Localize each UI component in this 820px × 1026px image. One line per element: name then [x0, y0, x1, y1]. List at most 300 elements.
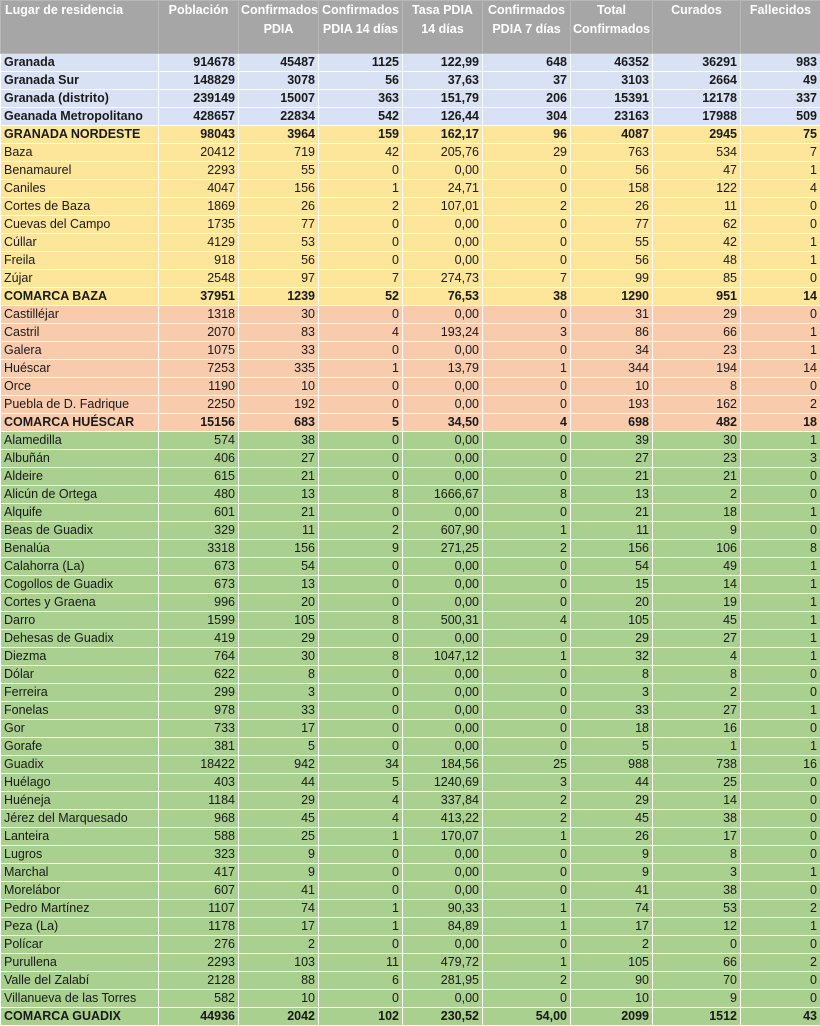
cell-lugar: Puebla de D. Fadrique	[1, 396, 159, 414]
cell-confirmados-7: 0	[483, 720, 571, 738]
cell-confirmados-pdia: 27	[239, 450, 319, 468]
cell-lugar: Granada (distrito)	[1, 90, 159, 108]
cell-confirmados-pdia: 156	[239, 180, 319, 198]
cell-tasa-14: 170,07	[403, 828, 483, 846]
cell-confirmados-7: 38	[483, 288, 571, 306]
cell-poblacion: 588	[159, 828, 239, 846]
cell-confirmados-pdia: 56	[239, 252, 319, 270]
cell-fallecidos: 1	[741, 630, 820, 648]
cell-curados: 53	[653, 900, 741, 918]
cell-poblacion: 276	[159, 936, 239, 954]
cell-total-confirmados: 17	[571, 918, 653, 936]
cell-tasa-14: 274,73	[403, 270, 483, 288]
cell-confirmados-14: 1	[319, 360, 403, 378]
cell-confirmados-pdia: 26	[239, 198, 319, 216]
cell-poblacion: 4129	[159, 234, 239, 252]
cell-tasa-14: 151,79	[403, 90, 483, 108]
cell-confirmados-pdia: 942	[239, 756, 319, 774]
cell-tasa-14: 0,00	[403, 864, 483, 882]
table-row-summary	[1, 90, 820, 108]
header-confirmados-pdia: Confirmados PDIA	[239, 1, 319, 54]
cell-confirmados-7: 0	[483, 396, 571, 414]
cell-total-confirmados: 26	[571, 198, 653, 216]
cell-poblacion: 1599	[159, 612, 239, 630]
cell-fallecidos: 1	[741, 558, 820, 576]
cell-confirmados-pdia: 29	[239, 630, 319, 648]
cell-tasa-14: 0,00	[403, 378, 483, 396]
cell-fallecidos: 1	[741, 432, 820, 450]
cell-tasa-14: 1240,69	[403, 774, 483, 792]
cell-curados: 23	[653, 342, 741, 360]
cell-lugar: Geanada Metropolitano	[1, 108, 159, 126]
cell-fallecidos: 14	[741, 288, 820, 306]
cell-curados: 8	[653, 846, 741, 864]
cell-lugar: Cúllar	[1, 234, 159, 252]
table-row	[1, 306, 820, 324]
cell-total-confirmados: 15391	[571, 90, 653, 108]
cell-confirmados-14: 34	[319, 756, 403, 774]
cell-confirmados-pdia: 10	[239, 990, 319, 1008]
cell-curados: 106	[653, 540, 741, 558]
table-row-summary	[1, 126, 820, 144]
cell-confirmados-pdia: 53	[239, 234, 319, 252]
cell-confirmados-7: 2	[483, 972, 571, 990]
cell-poblacion: 299	[159, 684, 239, 702]
cell-confirmados-14: 0	[319, 864, 403, 882]
table-row-summary	[1, 288, 820, 306]
cell-total-confirmados: 11	[571, 522, 653, 540]
cell-confirmados-pdia: 44	[239, 774, 319, 792]
cell-poblacion: 1869	[159, 198, 239, 216]
cell-lugar: Huélago	[1, 774, 159, 792]
cell-poblacion: 622	[159, 666, 239, 684]
cell-curados: 8	[653, 378, 741, 396]
cell-lugar: Cogollos de Guadix	[1, 576, 159, 594]
cell-confirmados-14: 52	[319, 288, 403, 306]
cell-fallecidos: 0	[741, 720, 820, 738]
cell-poblacion: 37951	[159, 288, 239, 306]
cell-tasa-14: 0,00	[403, 630, 483, 648]
table-row	[1, 648, 820, 666]
cell-fallecidos: 0	[741, 828, 820, 846]
table-row	[1, 396, 820, 414]
cell-confirmados-7: 2	[483, 792, 571, 810]
cell-total-confirmados: 32	[571, 648, 653, 666]
cell-lugar: Aldeire	[1, 468, 159, 486]
cell-confirmados-pdia: 97	[239, 270, 319, 288]
cell-fallecidos: 75	[741, 126, 820, 144]
cell-total-confirmados: 86	[571, 324, 653, 342]
cell-confirmados-14: 0	[319, 630, 403, 648]
cell-curados: 9	[653, 522, 741, 540]
cell-confirmados-pdia: 103	[239, 954, 319, 972]
cell-confirmados-14: 0	[319, 846, 403, 864]
cell-confirmados-7: 0	[483, 666, 571, 684]
cell-total-confirmados: 763	[571, 144, 653, 162]
table-row	[1, 198, 820, 216]
cell-total-confirmados: 55	[571, 234, 653, 252]
cell-confirmados-pdia: 11	[239, 522, 319, 540]
cell-poblacion: 1318	[159, 306, 239, 324]
cell-poblacion: 1190	[159, 378, 239, 396]
cell-fallecidos: 7	[741, 144, 820, 162]
cell-total-confirmados: 698	[571, 414, 653, 432]
header-confirmados-7: Confirmados PDIA 7 días	[483, 1, 571, 54]
table-row	[1, 432, 820, 450]
cell-confirmados-14: 542	[319, 108, 403, 126]
table-row	[1, 576, 820, 594]
table-row	[1, 522, 820, 540]
header-tasa-14: Tasa PDIA 14 días	[403, 1, 483, 54]
cell-confirmados-14: 2	[319, 198, 403, 216]
cell-tasa-14: 0,00	[403, 432, 483, 450]
cell-curados: 8	[653, 666, 741, 684]
cell-curados: 2664	[653, 72, 741, 90]
cell-fallecidos: 0	[741, 684, 820, 702]
cell-tasa-14: 0,00	[403, 162, 483, 180]
cell-tasa-14: 0,00	[403, 504, 483, 522]
cell-lugar: Darro	[1, 612, 159, 630]
cell-curados: 29	[653, 306, 741, 324]
cell-confirmados-14: 1125	[319, 54, 403, 72]
cell-confirmados-pdia: 13	[239, 486, 319, 504]
cell-confirmados-pdia: 83	[239, 324, 319, 342]
table-row	[1, 810, 820, 828]
cell-total-confirmados: 105	[571, 954, 653, 972]
table-row	[1, 702, 820, 720]
cell-confirmados-pdia: 8	[239, 666, 319, 684]
cell-fallecidos: 1	[741, 738, 820, 756]
cell-confirmados-7: 0	[483, 846, 571, 864]
cell-confirmados-7: 0	[483, 306, 571, 324]
table-row	[1, 774, 820, 792]
cell-confirmados-7: 0	[483, 432, 571, 450]
table-row-summary	[1, 1008, 820, 1026]
cell-tasa-14: 0,00	[403, 252, 483, 270]
cell-total-confirmados: 77	[571, 216, 653, 234]
cell-tasa-14: 0,00	[403, 702, 483, 720]
cell-total-confirmados: 4087	[571, 126, 653, 144]
table-row	[1, 324, 820, 342]
cell-confirmados-14: 5	[319, 414, 403, 432]
cell-fallecidos: 0	[741, 486, 820, 504]
cell-lugar: Lanteira	[1, 828, 159, 846]
cell-poblacion: 7253	[159, 360, 239, 378]
cell-confirmados-7: 2	[483, 540, 571, 558]
cell-confirmados-7: 25	[483, 756, 571, 774]
cell-confirmados-7: 0	[483, 558, 571, 576]
cell-poblacion: 148829	[159, 72, 239, 90]
cell-total-confirmados: 21	[571, 504, 653, 522]
cell-tasa-14: 0,00	[403, 990, 483, 1008]
cell-total-confirmados: 29	[571, 630, 653, 648]
cell-total-confirmados: 56	[571, 252, 653, 270]
cell-confirmados-14: 0	[319, 666, 403, 684]
cell-fallecidos: 0	[741, 378, 820, 396]
cell-curados: 66	[653, 324, 741, 342]
cell-confirmados-14: 0	[319, 576, 403, 594]
header-lugar: Lugar de residencia	[1, 1, 159, 54]
cell-fallecidos: 1	[741, 576, 820, 594]
cell-confirmados-14: 0	[319, 594, 403, 612]
cell-lugar: GRANADA NORDESTE	[1, 126, 159, 144]
cell-confirmados-14: 42	[319, 144, 403, 162]
cell-tasa-14: 230,52	[403, 1008, 483, 1026]
cell-total-confirmados: 33	[571, 702, 653, 720]
table-row	[1, 540, 820, 558]
cell-fallecidos: 0	[741, 990, 820, 1008]
table-row	[1, 954, 820, 972]
cell-confirmados-7: 0	[483, 702, 571, 720]
cell-poblacion: 381	[159, 738, 239, 756]
table-row	[1, 162, 820, 180]
cell-fallecidos: 1	[741, 702, 820, 720]
table-row	[1, 738, 820, 756]
cell-confirmados-14: 2	[319, 522, 403, 540]
cell-confirmados-pdia: 683	[239, 414, 319, 432]
cell-lugar: Ferreira	[1, 684, 159, 702]
cell-lugar: Gorafe	[1, 738, 159, 756]
cell-lugar: Pedro Martínez	[1, 900, 159, 918]
cell-curados: 45	[653, 612, 741, 630]
cell-curados: 14	[653, 792, 741, 810]
cell-curados: 21	[653, 468, 741, 486]
cell-tasa-14: 0,00	[403, 846, 483, 864]
cell-total-confirmados: 8	[571, 666, 653, 684]
cell-curados: 9	[653, 990, 741, 1008]
cell-curados: 1512	[653, 1008, 741, 1026]
cell-fallecidos: 0	[741, 468, 820, 486]
cell-fallecidos: 1	[741, 234, 820, 252]
table-row-summary	[1, 108, 820, 126]
cell-confirmados-pdia: 29	[239, 792, 319, 810]
cell-confirmados-7: 0	[483, 738, 571, 756]
cell-confirmados-14: 4	[319, 810, 403, 828]
cell-confirmados-14: 0	[319, 252, 403, 270]
cell-curados: 23	[653, 450, 741, 468]
cell-poblacion: 1107	[159, 900, 239, 918]
cell-confirmados-14: 9	[319, 540, 403, 558]
cell-total-confirmados: 9	[571, 846, 653, 864]
cell-lugar: Galera	[1, 342, 159, 360]
cell-curados: 66	[653, 954, 741, 972]
cell-curados: 194	[653, 360, 741, 378]
cell-confirmados-14: 0	[319, 882, 403, 900]
table-row	[1, 828, 820, 846]
cell-confirmados-pdia: 105	[239, 612, 319, 630]
cell-confirmados-7: 29	[483, 144, 571, 162]
cell-lugar: COMARCA HUÉSCAR	[1, 414, 159, 432]
cell-lugar: COMARCA BAZA	[1, 288, 159, 306]
cell-confirmados-7: 0	[483, 576, 571, 594]
cell-tasa-14: 337,84	[403, 792, 483, 810]
cell-confirmados-pdia: 33	[239, 342, 319, 360]
cell-lugar: Jérez del Marquesado	[1, 810, 159, 828]
cell-confirmados-7: 648	[483, 54, 571, 72]
cell-fallecidos: 983	[741, 54, 820, 72]
cell-confirmados-14: 1	[319, 900, 403, 918]
cell-confirmados-14: 102	[319, 1008, 403, 1026]
cell-confirmados-14: 56	[319, 72, 403, 90]
cell-confirmados-7: 0	[483, 684, 571, 702]
cell-tasa-14: 162,17	[403, 126, 483, 144]
cell-confirmados-14: 363	[319, 90, 403, 108]
cell-poblacion: 996	[159, 594, 239, 612]
cell-fallecidos: 0	[741, 270, 820, 288]
cell-poblacion: 2293	[159, 162, 239, 180]
cell-total-confirmados: 5	[571, 738, 653, 756]
cell-total-confirmados: 74	[571, 900, 653, 918]
cell-confirmados-pdia: 17	[239, 720, 319, 738]
cell-lugar: Gor	[1, 720, 159, 738]
cell-poblacion: 44936	[159, 1008, 239, 1026]
cell-tasa-14: 0,00	[403, 576, 483, 594]
cell-total-confirmados: 3	[571, 684, 653, 702]
cell-total-confirmados: 2	[571, 936, 653, 954]
cell-confirmados-7: 1	[483, 648, 571, 666]
cell-confirmados-7: 7	[483, 270, 571, 288]
cell-confirmados-14: 0	[319, 702, 403, 720]
cell-confirmados-pdia: 30	[239, 648, 319, 666]
cell-confirmados-pdia: 2042	[239, 1008, 319, 1026]
cell-total-confirmados: 44	[571, 774, 653, 792]
cell-curados: 951	[653, 288, 741, 306]
cell-confirmados-pdia: 45	[239, 810, 319, 828]
cell-confirmados-14: 0	[319, 684, 403, 702]
table-row	[1, 360, 820, 378]
cell-curados: 738	[653, 756, 741, 774]
cell-curados: 2	[653, 684, 741, 702]
cell-lugar: Alicún de Ortega	[1, 486, 159, 504]
cell-tasa-14: 0,00	[403, 342, 483, 360]
cell-total-confirmados: 46352	[571, 54, 653, 72]
cell-lugar: Granada Sur	[1, 72, 159, 90]
table-row	[1, 864, 820, 882]
cell-poblacion: 18422	[159, 756, 239, 774]
cell-fallecidos: 1	[741, 648, 820, 666]
cell-fallecidos: 1	[741, 918, 820, 936]
cell-confirmados-7: 206	[483, 90, 571, 108]
cell-curados: 0	[653, 936, 741, 954]
cell-confirmados-7: 0	[483, 504, 571, 522]
table-header	[1, 1, 820, 54]
cell-confirmados-7: 1	[483, 954, 571, 972]
cell-fallecidos: 1	[741, 252, 820, 270]
cell-lugar: Purullena	[1, 954, 159, 972]
cell-tasa-14: 479,72	[403, 954, 483, 972]
cell-curados: 70	[653, 972, 741, 990]
cell-lugar: Huéscar	[1, 360, 159, 378]
cell-confirmados-7: 54,00	[483, 1008, 571, 1026]
cell-confirmados-pdia: 21	[239, 504, 319, 522]
cell-curados: 122	[653, 180, 741, 198]
cell-confirmados-14: 0	[319, 234, 403, 252]
cell-lugar: Castilléjar	[1, 306, 159, 324]
cell-confirmados-14: 4	[319, 792, 403, 810]
cell-lugar: Cortes y Graena	[1, 594, 159, 612]
cell-tasa-14: 84,89	[403, 918, 483, 936]
table-row	[1, 558, 820, 576]
cell-fallecidos: 0	[741, 810, 820, 828]
cell-curados: 47	[653, 162, 741, 180]
cell-tasa-14: 126,44	[403, 108, 483, 126]
cell-confirmados-pdia: 192	[239, 396, 319, 414]
header-fallecidos: Fallecidos	[741, 1, 820, 54]
cell-lugar: Zújar	[1, 270, 159, 288]
cell-confirmados-pdia: 3964	[239, 126, 319, 144]
table-row	[1, 180, 820, 198]
table-row	[1, 990, 820, 1008]
cell-confirmados-pdia: 5	[239, 738, 319, 756]
cell-confirmados-14: 0	[319, 306, 403, 324]
cell-total-confirmados: 193	[571, 396, 653, 414]
cell-tasa-14: 0,00	[403, 666, 483, 684]
cell-lugar: Granada	[1, 54, 159, 72]
cell-confirmados-7: 0	[483, 234, 571, 252]
cell-curados: 19	[653, 594, 741, 612]
cell-lugar: Diezma	[1, 648, 159, 666]
cell-tasa-14: 0,00	[403, 684, 483, 702]
cell-confirmados-7: 0	[483, 342, 571, 360]
cell-confirmados-pdia: 15007	[239, 90, 319, 108]
cell-tasa-14: 0,00	[403, 216, 483, 234]
cell-curados: 1	[653, 738, 741, 756]
cell-confirmados-7: 1	[483, 828, 571, 846]
cell-total-confirmados: 105	[571, 612, 653, 630]
cell-tasa-14: 1047,12	[403, 648, 483, 666]
cell-confirmados-7: 2	[483, 810, 571, 828]
cell-confirmados-7: 96	[483, 126, 571, 144]
header-curados: Curados	[653, 1, 741, 54]
cell-confirmados-14: 1	[319, 918, 403, 936]
cell-confirmados-pdia: 10	[239, 378, 319, 396]
cell-tasa-14: 607,90	[403, 522, 483, 540]
cell-lugar: Fonelas	[1, 702, 159, 720]
header-confirmados-14: Confirmados PDIA 14 días	[319, 1, 403, 54]
cell-total-confirmados: 29	[571, 792, 653, 810]
cell-poblacion: 601	[159, 504, 239, 522]
cell-poblacion: 1178	[159, 918, 239, 936]
cell-total-confirmados: 99	[571, 270, 653, 288]
cell-confirmados-14: 0	[319, 990, 403, 1008]
cell-confirmados-pdia: 77	[239, 216, 319, 234]
cell-total-confirmados: 34	[571, 342, 653, 360]
table-row	[1, 504, 820, 522]
cell-curados: 2	[653, 486, 741, 504]
cell-lugar: Guadix	[1, 756, 159, 774]
cell-fallecidos: 337	[741, 90, 820, 108]
cell-confirmados-14: 8	[319, 612, 403, 630]
cell-confirmados-7: 0	[483, 450, 571, 468]
cell-fallecidos: 509	[741, 108, 820, 126]
cell-fallecidos: 1	[741, 162, 820, 180]
cell-fallecidos: 0	[741, 846, 820, 864]
cell-tasa-14: 281,95	[403, 972, 483, 990]
cell-confirmados-7: 0	[483, 468, 571, 486]
cell-curados: 3	[653, 864, 741, 882]
table-row	[1, 594, 820, 612]
cell-confirmados-pdia: 13	[239, 576, 319, 594]
cell-curados: 38	[653, 882, 741, 900]
cell-confirmados-pdia: 25	[239, 828, 319, 846]
cell-curados: 36291	[653, 54, 741, 72]
cell-confirmados-7: 0	[483, 162, 571, 180]
cell-poblacion: 15156	[159, 414, 239, 432]
cell-confirmados-7: 0	[483, 630, 571, 648]
cell-total-confirmados: 20	[571, 594, 653, 612]
cell-confirmados-pdia: 2	[239, 936, 319, 954]
cell-confirmados-7: 37	[483, 72, 571, 90]
